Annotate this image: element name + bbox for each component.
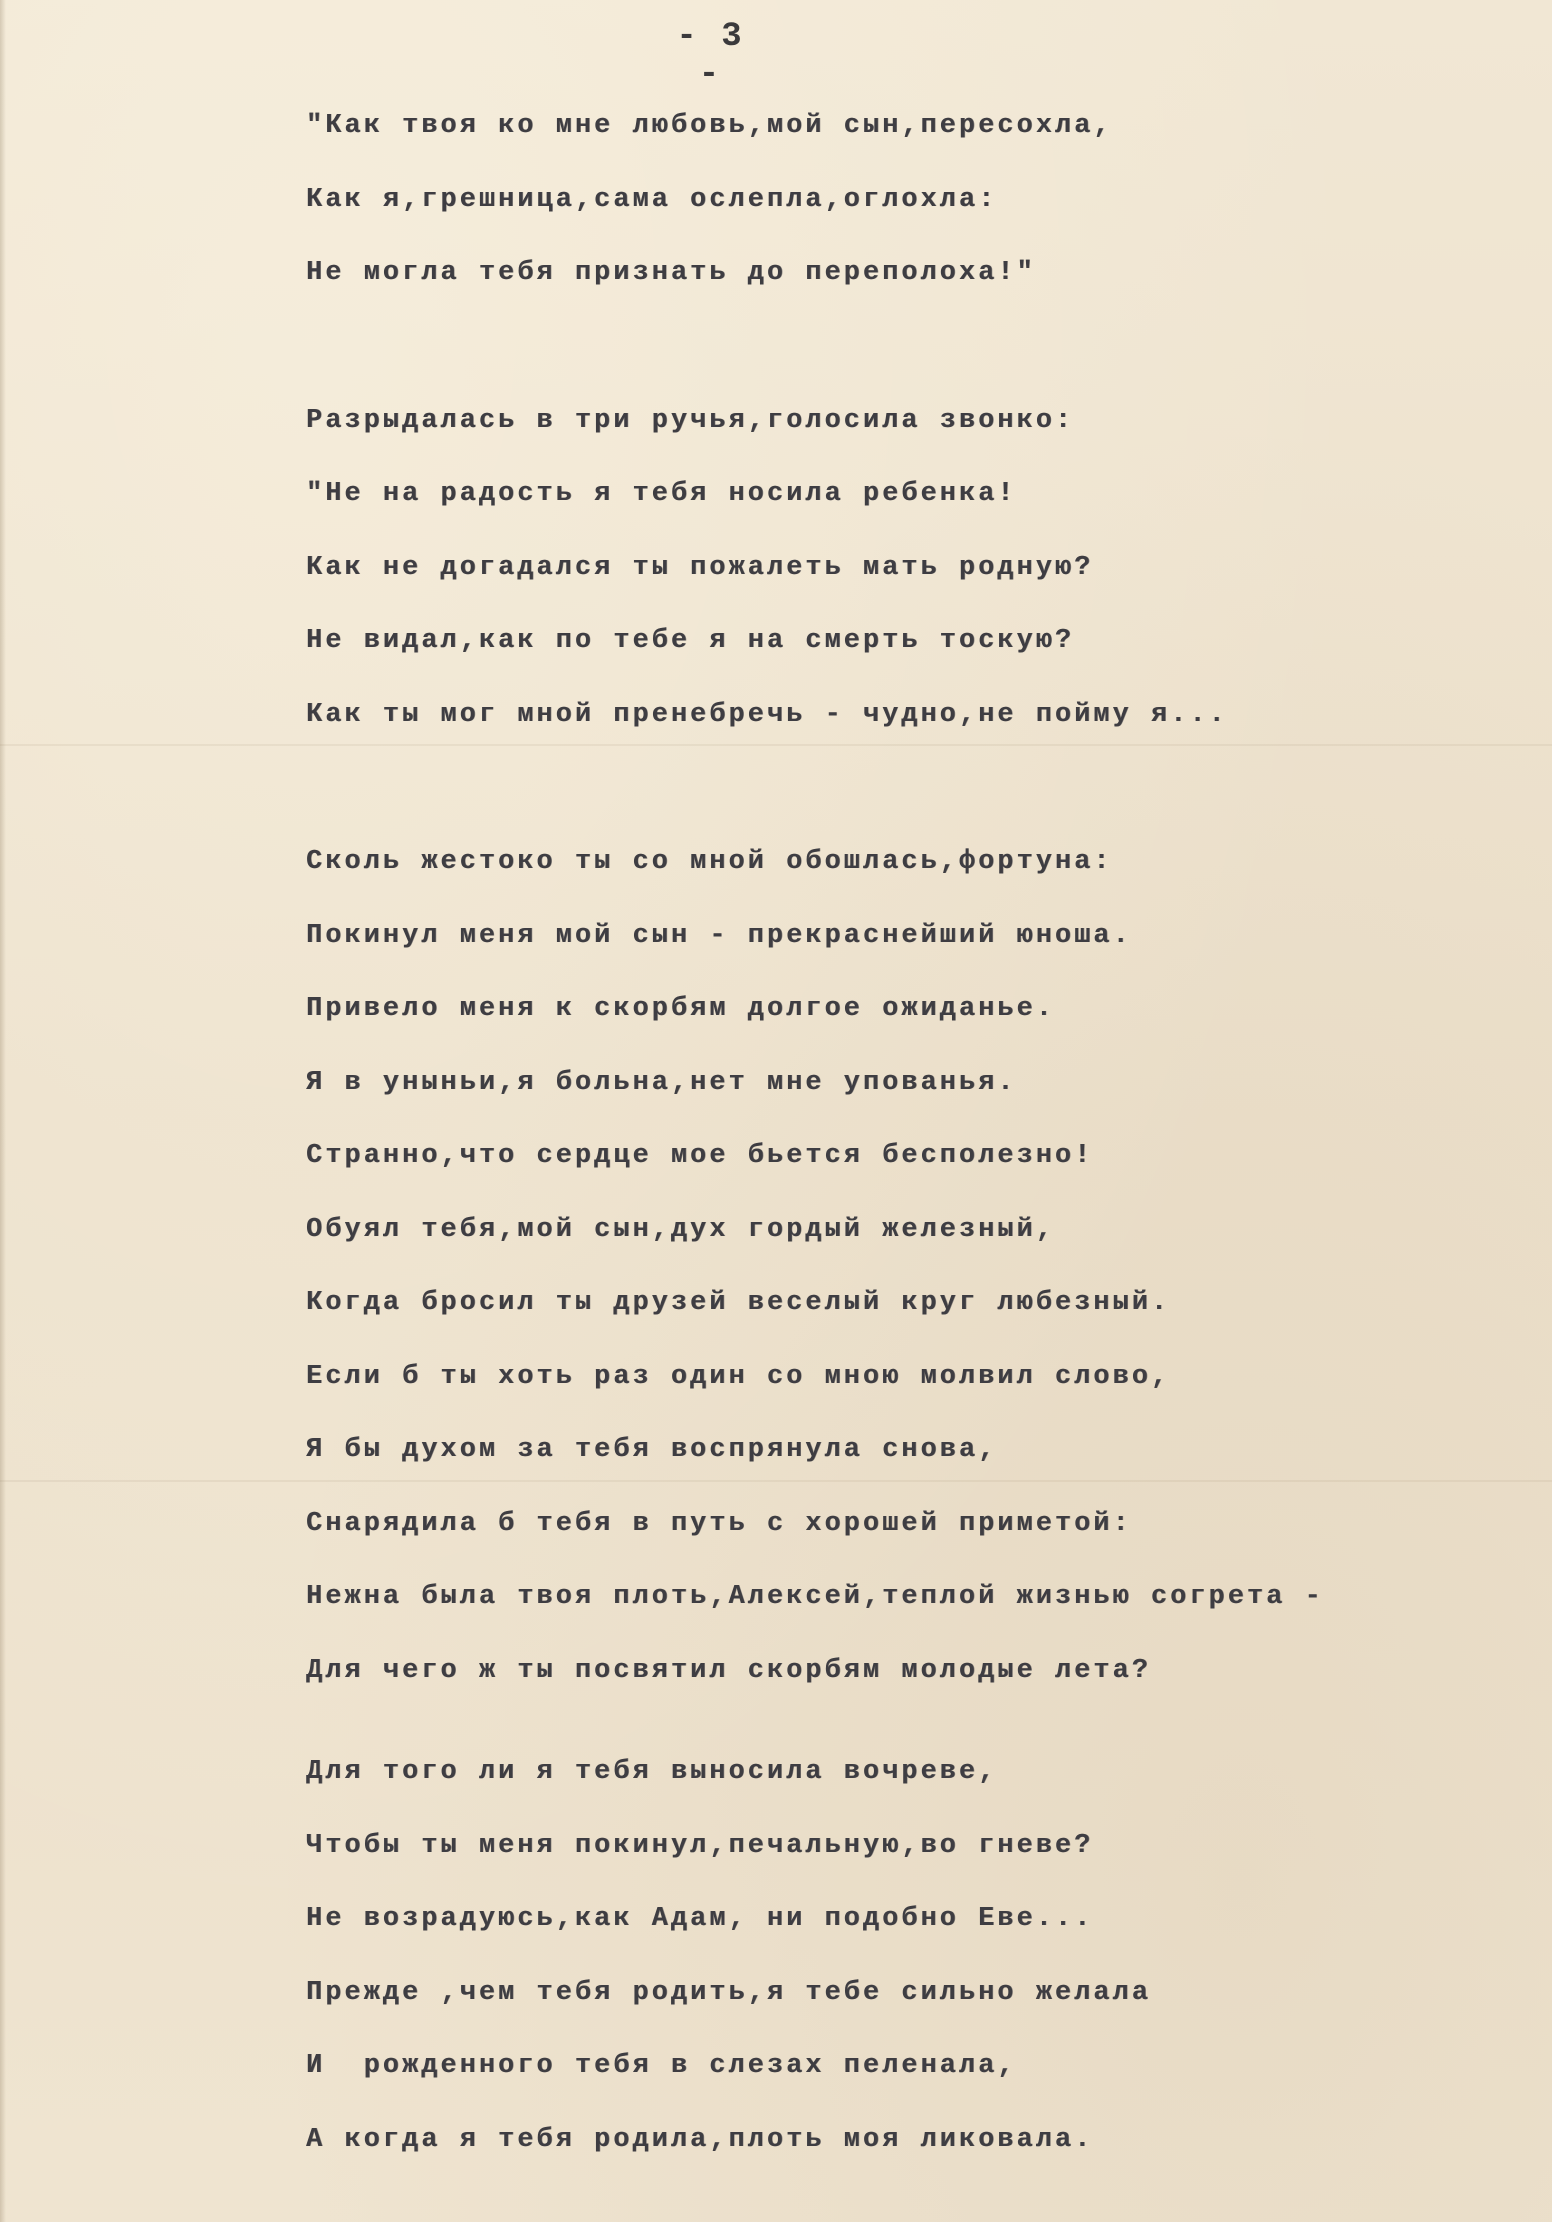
poem-body — [306, 90, 1506, 2177]
poem-line: "Как твоя ко мне любовь,мой сын,пересохла, — [306, 111, 1113, 141]
poem-line: Я в уныньи,я больна,нет мне упованья. — [306, 1067, 1017, 1098]
poem-line: Как ты мог мной пренебречь - чудно,не пойму я... — [306, 699, 1228, 730]
stanza-break — [306, 311, 1506, 385]
poem-line: Странно,что сердце мое бьется бесполезно! — [306, 1141, 1094, 1171]
stanza-4 — [306, 1736, 1506, 2177]
poem-line: Нежна была твоя плоть,Алексей,теплой жизнью согрета - — [306, 1582, 1324, 1612]
poem-line: Обуял тебя,мой сын,дух гордый железный, — [306, 1214, 1055, 1245]
poem-line: Для чего ж ты посвятил скорбям молодые лета? — [306, 1655, 1151, 1686]
poem-line: Как не догадался ты пожалеть мать родную? — [306, 552, 1094, 583]
paper-edge-shadow — [0, 0, 6, 2222]
poem-line: Чтобы ты меня покинул,печальную,во гневе? — [306, 1830, 1094, 1861]
poem-line: Снарядила б тебя в путь с хорошей приметой: — [306, 1508, 1132, 1539]
poem-line: Покинул меня мой сын - прекраснейший юноша. — [306, 920, 1132, 951]
poem-line: Когда бросил ты друзей веселый круг любезный. — [306, 1288, 1171, 1318]
poem-line: Если б ты хоть раз один со мною молвил слово, — [306, 1361, 1171, 1392]
stanza-break — [306, 1708, 1506, 1736]
stanza-1 — [306, 90, 1506, 311]
poem-line: Прежде ,чем тебя родить,я тебе сильно желала — [306, 1977, 1151, 2008]
page-number: - 3 - — [676, 18, 744, 94]
stanza-break — [306, 752, 1506, 826]
poem-line: "Не на радость я тебя носила ребенка! — [306, 479, 1017, 509]
poem-line: Сколь жестоко ты со мной обошлась,фортуна: — [306, 847, 1113, 877]
poem-line: И рожденного тебя в слезах пеленала, — [306, 2051, 1017, 2081]
poem-line: Не видал,как по тебе я на смерть тоскую? — [306, 626, 1075, 656]
poem-line: Я бы духом за тебя воспрянула снова, — [306, 1435, 998, 1465]
poem-line: Для того ли я тебя выносила вочреве, — [306, 1757, 998, 1787]
stanza-2 — [306, 385, 1506, 753]
poem-line: Не возрадуюсь,как Адам, ни подобно Еве... — [306, 1904, 1094, 1934]
poem-line: А когда я тебя родила,плоть моя ликовала. — [306, 2124, 1094, 2155]
poem-line: Разрыдалась в три ручья,голосила звонко: — [306, 405, 1075, 436]
poem-line: Привело меня к скорбям долгое ожиданье. — [306, 994, 1055, 1024]
poem-line: Как я,грешница,сама ослепла,оглохла: — [306, 184, 998, 215]
poem-line: Не могла тебя признать до переполоха!" — [306, 258, 1036, 288]
stanza-3 — [306, 826, 1506, 1708]
